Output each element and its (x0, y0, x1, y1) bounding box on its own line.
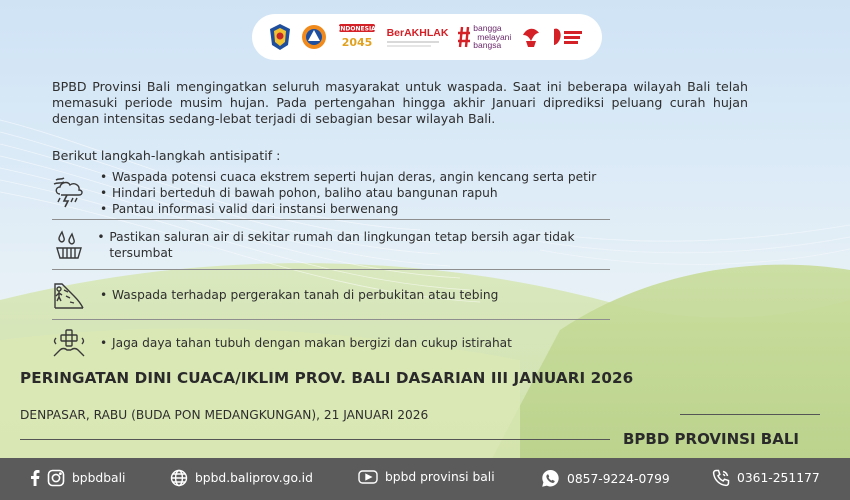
tip-item: • Hindari berteduh di bawah pohon, baliho atau bangunan rapuh (98, 185, 596, 201)
footer-social[interactable] (30, 469, 125, 487)
bangga-line-1: bangga (473, 23, 502, 34)
tip-item: • Waspada terhadap pergerakan tanah di perbukitan atau tebing (98, 287, 498, 303)
berakhlak-text: BerAKHLAK (386, 27, 449, 39)
globe-icon (170, 469, 188, 487)
tip-item: • Pastikan saluran air di sekitar rumah dan lingkungan tetap bersih agar tidak tersumbat (95, 229, 610, 261)
bpbd-emblem-icon (301, 22, 327, 52)
tip-row-health (52, 320, 610, 366)
dateline: DENPASAR, RABU (BUDA PON MEDANGKUNGAN), 21 JANUARI 2026 (20, 408, 429, 422)
divider-line (20, 439, 610, 440)
footer-whatsapp[interactable] (541, 469, 670, 488)
red-bird-logo-icon (521, 22, 541, 52)
health-hands-icon (52, 326, 98, 360)
footer-phone[interactable] (712, 469, 820, 487)
indonesia-emas-2045-logo (337, 22, 377, 52)
contact-footer (0, 458, 850, 500)
footer-website-text: bpbd.baliprov.go.id (195, 471, 313, 485)
footer-website[interactable] (170, 469, 313, 487)
tip-row-drainage (52, 220, 610, 270)
hashtag-icon (458, 26, 470, 48)
partner-logo-bar (252, 14, 602, 60)
berakhlak-logo (387, 22, 449, 52)
indonesia-emas-top-text: INDONESIA (337, 25, 376, 33)
anticipation-lead-text: Berikut langkah-langkah antisipatif : (52, 148, 281, 163)
tip-row-landslide (52, 270, 610, 320)
landslide-icon (52, 278, 98, 312)
tips-list (52, 166, 610, 366)
red-campaign-logo-icon (551, 22, 585, 52)
phone-icon (712, 469, 730, 487)
footer-youtube[interactable] (358, 469, 495, 485)
bangga-melayani-bangsa-logo (458, 22, 511, 52)
tip-items-weather (98, 169, 596, 217)
bangga-line-2: melayani (477, 31, 512, 42)
tip-items-landslide (98, 287, 498, 303)
instagram-icon[interactable] (47, 469, 65, 487)
drainage-icon (52, 228, 95, 262)
facebook-icon[interactable] (30, 470, 40, 486)
tip-items-health (98, 335, 512, 351)
whatsapp-icon (541, 469, 560, 488)
storm-cloud-icon (52, 176, 98, 210)
bangga-line-3: bangsa (473, 40, 502, 51)
intro-paragraph: BPBD Provinsi Bali mengingatkan seluruh masyarakat untuk waspada. Saat ini beberapa wilayah Bali telah memasuki periode musim hujan. Pada pertengahan hingga akhir Januari diprediksi peluang curah hujan dengan intensitas sedang-lebat terjadi di sebagian besar wilayah Bali. (52, 79, 748, 126)
tip-items-drainage (95, 229, 610, 261)
bali-province-emblem-icon (269, 22, 291, 52)
page-title: PERINGATAN DINI CUACA/IKLIM PROV. BALI DASARIAN III JANUARI 2026 (20, 369, 634, 387)
footer-whatsapp-number: 0857-9224-0799 (567, 471, 670, 486)
organization-name: BPBD PROVINSI BALI (623, 430, 799, 448)
tip-item: • Pantau informasi valid dari instansi berwenang (98, 201, 596, 217)
indonesia-emas-year-text: 2045 (341, 36, 372, 49)
tip-item: • Waspada potensi cuaca ekstrem seperti hujan deras, angin kencang serta petir (98, 169, 596, 185)
footer-phone-number: 0361-251177 (737, 471, 820, 485)
tip-item: • Jaga daya tahan tubuh dengan makan bergizi dan cukup istirahat (98, 335, 512, 351)
footer-youtube-text: bpbd provinsi bali (385, 470, 495, 484)
footer-social-handle: bpbdbali (72, 471, 126, 485)
tip-row-weather (52, 166, 610, 220)
youtube-icon (358, 469, 378, 485)
divider-line (680, 414, 820, 415)
